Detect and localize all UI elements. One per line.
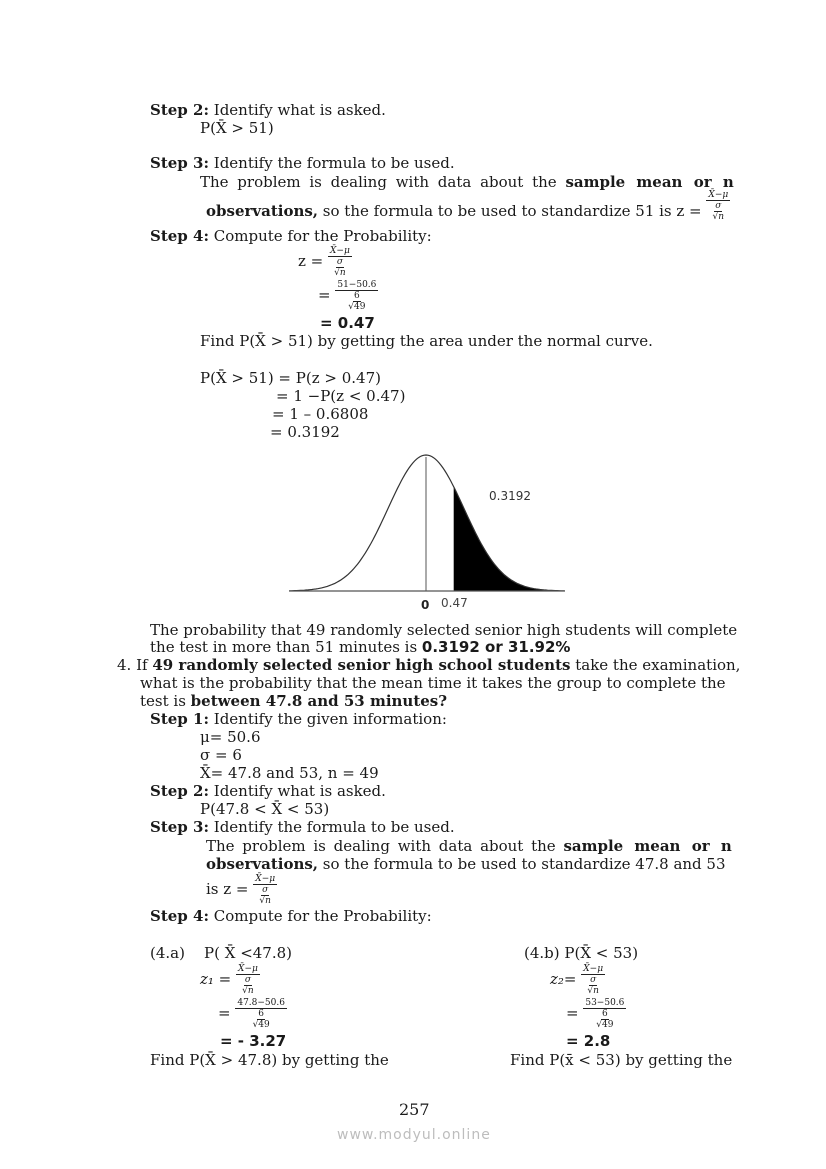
- q4-step4-text: Compute for the Probability:: [209, 907, 432, 925]
- step3-label: Step 3:: [150, 154, 209, 172]
- part-a-eq: =: [218, 1004, 236, 1022]
- part-a-head: (4.a) P( X̄ <47.8): [150, 944, 293, 962]
- conclusion-pre: the test in more than 51 minutes is: [150, 638, 422, 656]
- prob-line-3: = 1 – 0.6808: [272, 405, 369, 423]
- part-b-formula-num: X̄−μ: [583, 964, 604, 974]
- part-b-sub-row: [566, 998, 626, 1030]
- q4-line2: what is the probability that the mean time it takes the group to complete the: [140, 674, 726, 692]
- part-b-num: 53−50.6: [585, 998, 625, 1008]
- q4-s3-l3: is z =: [206, 880, 254, 898]
- prob-line-4: = 0.3192: [270, 423, 340, 441]
- q4-l3-bold: between 47.8 and 53 minutes?: [190, 692, 448, 710]
- part-a-sub-row: [218, 998, 287, 1030]
- given-mu: μ= 50.6: [200, 728, 261, 746]
- normal-curve: [289, 455, 565, 591]
- formula2-sigma: σ: [336, 257, 343, 267]
- annotation-label: 0.3192: [489, 489, 531, 503]
- part-b-find: Find P(x̄ < 53) by getting the: [510, 1051, 733, 1069]
- step4-sub-row: [318, 280, 378, 312]
- step2-text: Identify what is asked.: [209, 101, 386, 119]
- q4-step3-line: [150, 818, 455, 836]
- part-a-sub: [235, 998, 287, 1030]
- step4-label: Step 4:: [150, 227, 209, 245]
- q4-l3-pre: test is: [140, 692, 191, 710]
- part-a-formula-sigma: σ: [244, 975, 252, 985]
- z-formula: [706, 190, 730, 222]
- q4-step1-line: [150, 710, 447, 728]
- part-a-z: z₁ =: [200, 970, 237, 988]
- part-b-formula-sqrtn: √n: [587, 986, 599, 996]
- q4-s3-l1-pre: The problem is dealing with data about the: [206, 837, 564, 855]
- sub-sigma: 6: [353, 291, 360, 301]
- prob-line-2: = 1 −P(z < 0.47): [276, 387, 406, 405]
- z-label: z =: [298, 252, 329, 270]
- q4-step3-para2: [206, 855, 726, 873]
- sub-sqrt: √49: [348, 302, 366, 312]
- step3-l2-bold: observations,: [206, 202, 319, 220]
- z-formula-3: [253, 874, 277, 906]
- step3-text: Identify the formula to be used.: [209, 154, 455, 172]
- formula-sigma: σ: [715, 201, 722, 211]
- part-b-sigma: 6: [601, 1009, 608, 1019]
- step4-line: [150, 227, 432, 245]
- q4-step2-label: Step 2:: [150, 782, 209, 800]
- q4-num: 4. If: [117, 656, 153, 674]
- q4-step3-label: Step 3:: [150, 818, 209, 836]
- formula3-num: X̄−μ: [255, 874, 276, 884]
- step3-l1-pre: The problem is dealing with data about the: [200, 173, 566, 191]
- step2-expr: P(X̄ > 51): [200, 119, 274, 137]
- q4-s3-l2-bold: observations,: [206, 855, 319, 873]
- part-b-formula: [581, 964, 605, 996]
- part-b-head: (4.b) P(X̄ < 53): [524, 944, 639, 962]
- prob-line-1: P(X̄ > 51) = P(z > 0.47): [200, 369, 381, 387]
- given-xbar: X̄= 47.8 and 53, n = 49: [200, 764, 379, 782]
- step3-line: [150, 154, 455, 172]
- q4-step4-label: Step 4:: [150, 907, 209, 925]
- conclusion-line2: [150, 638, 570, 656]
- q4-step3-para3: [206, 874, 277, 906]
- part-b-z: z₂=: [550, 970, 582, 988]
- q4-step2-expr: P(47.8 < X̄ < 53): [200, 800, 330, 818]
- conclusion-line1: The probability that 49 randomly selected senior high students will complete: [150, 621, 738, 639]
- q4-step3-text: Identify the formula to be used.: [209, 818, 455, 836]
- q4-step2-text: Identify what is asked.: [209, 782, 386, 800]
- part-a-formula-sqrtn: √n: [242, 986, 254, 996]
- step3-l2-post: so the formula to be used to standardize 51 is z =: [318, 202, 707, 220]
- part-a-formula: [236, 964, 260, 996]
- sub-formula: [335, 280, 378, 312]
- q4-step1-label: Step 1:: [150, 710, 209, 728]
- formula3-sigma: σ: [262, 885, 269, 895]
- step4-text: Compute for the Probability:: [209, 227, 432, 245]
- formula3-sqrtn: √n: [259, 896, 271, 906]
- q4-post1: take the examination,: [570, 656, 741, 674]
- normal-curve-chart: [285, 445, 585, 620]
- watermark: www.modyul.online: [337, 1127, 491, 1143]
- q4-bold1: 49 randomly selected senior high school students: [152, 656, 571, 674]
- part-b-formula-sigma: σ: [590, 975, 597, 985]
- q4-step4-line: [150, 907, 432, 925]
- given-sigma: σ = 6: [200, 746, 242, 764]
- find-text: Find P(X̄ > 51) by getting the area under the normal curve.: [200, 332, 653, 350]
- z-formula-2: [328, 246, 352, 278]
- part-a-z-row: [200, 964, 260, 996]
- formula2-sqrtn: √n: [334, 268, 346, 278]
- q4-step2-line: [150, 782, 386, 800]
- step4-result: = 0.47: [320, 314, 375, 332]
- step3-para2: [206, 190, 730, 228]
- x-label-047: 0.47: [441, 596, 468, 610]
- part-a-sigma: 6: [258, 1009, 265, 1019]
- q4-s3-l2-post: so the formula to be used to standardize 47.8 and 53: [318, 855, 726, 873]
- sub-eq: =: [318, 286, 336, 304]
- part-a-sqrt: √49: [252, 1020, 270, 1030]
- step2-label: Step 2:: [150, 101, 209, 119]
- formula-num: X̄−μ: [708, 190, 729, 200]
- q4-step1-text: Identify the given information:: [209, 710, 447, 728]
- step2-line: [150, 101, 386, 119]
- formula2-num: X̄−μ: [330, 246, 350, 256]
- q4-step3-para1: [206, 837, 732, 855]
- part-b-sub: [583, 998, 626, 1030]
- step3-l1-bold: sample mean or n: [565, 173, 734, 191]
- q4-line1: [117, 656, 740, 674]
- q4-line3: [140, 692, 447, 710]
- step3-para1: [200, 173, 734, 191]
- q4-s3-l1-bold: sample mean or n: [563, 837, 732, 855]
- part-b-eq: =: [566, 1004, 584, 1022]
- part-b-result: = 2.8: [566, 1032, 611, 1050]
- part-b-sqrt: √49: [596, 1020, 614, 1030]
- part-a-num: 47.8−50.6: [237, 998, 285, 1008]
- x-label-0: 0: [421, 598, 430, 612]
- part-a-result: = - 3.27: [220, 1032, 287, 1050]
- sub-num: 51−50.6: [337, 280, 377, 290]
- step4-z-row: [298, 246, 352, 278]
- conclusion-bold: 0.3192 or 31.92%: [421, 638, 571, 656]
- page-number: 257: [399, 1100, 430, 1119]
- part-a-formula-num: X̄−μ: [238, 964, 258, 974]
- formula-sqrtn: √n: [712, 212, 725, 222]
- part-b-z-row: [550, 964, 605, 996]
- part-a-find: Find P(X̄ > 47.8) by getting the: [150, 1051, 389, 1069]
